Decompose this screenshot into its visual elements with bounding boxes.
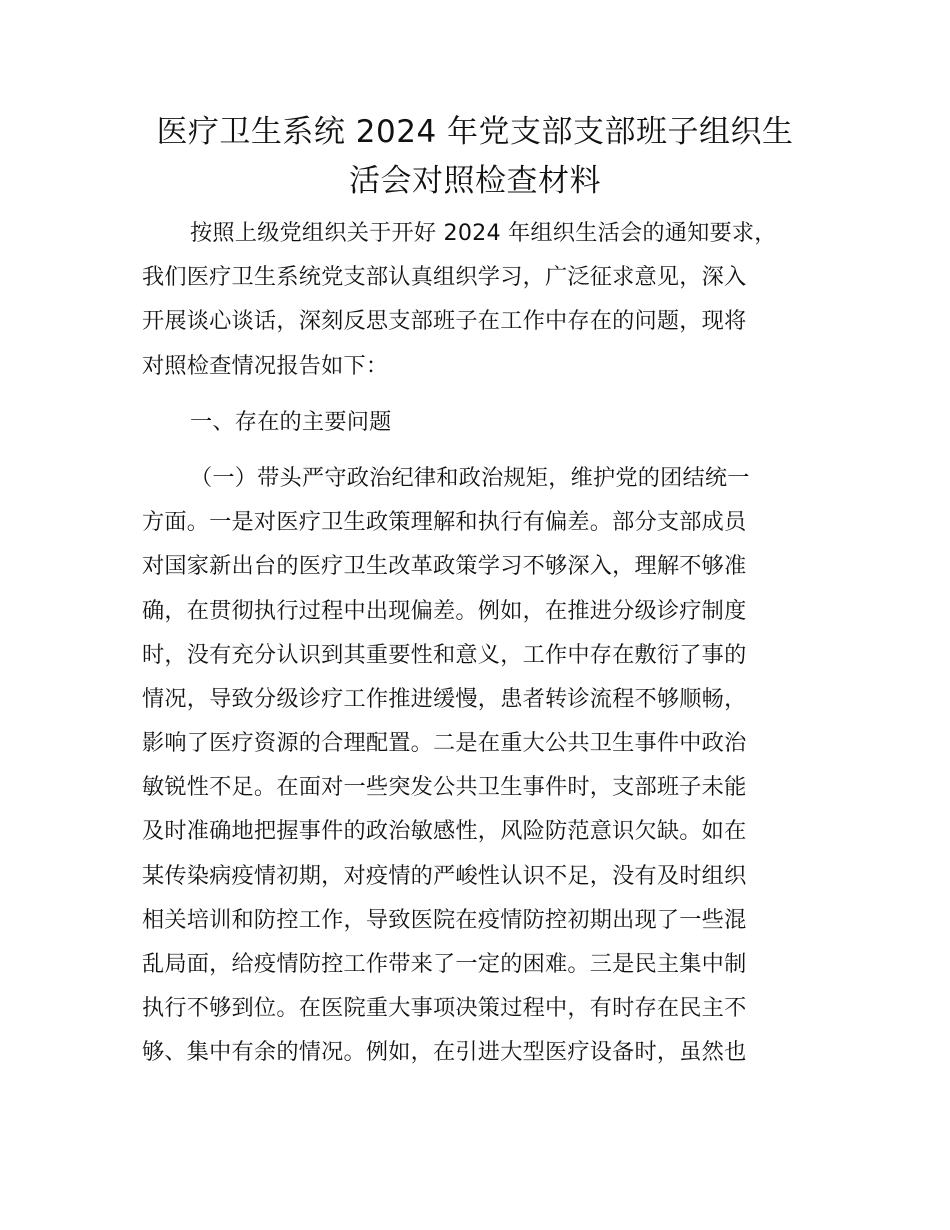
paragraph-3-line-5: 时，没有充分认识到其重要性和意义，工作中存在敷衍了事的	[142, 641, 747, 668]
paragraph-1-line-3: 开展谈心谈话，深刻反思支部班子在工作中存在的问题，现将	[142, 308, 747, 335]
paragraph-3-line-9: 及时准确地把握事件的政治敏感性，风险防范意识欠缺。如在	[142, 818, 747, 845]
paragraph-3-line-12: 乱局面，给疫情防控工作带来了一定的困难。三是民主集中制	[142, 951, 747, 977]
paragraph-3-line-7: 影响了医疗资源的合理配置。二是在重大公共卫生事件中政治	[142, 730, 747, 757]
paragraph-3-line-1: （一）带头严守政治纪律和政治规矩，维护党的团结统一	[190, 464, 750, 491]
section-heading-1: 一、存在的主要问题	[190, 408, 392, 435]
title-line-1: 医疗卫生系统 2024 年党支部支部班子组织生	[156, 114, 794, 150]
paragraph-1-line-4: 对照检查情况报告如下：	[142, 352, 389, 379]
paragraph-3-line-14: 够、集中有余的情况。例如，在引进大型医疗设备时，虽然也	[142, 1039, 747, 1066]
document-title	[120, 108, 830, 206]
spacer	[142, 388, 832, 400]
title-line-2: 活会对照检查材料	[349, 163, 601, 199]
paragraph-1-line-2: 我们医疗卫生系统党支部认真组织学习，广泛征求意见，深入	[142, 264, 747, 291]
paragraph-3-line-11: 相关培训和防控工作，导致医院在疫情防控初期出现了一些混	[142, 906, 747, 933]
spacer	[142, 444, 832, 456]
document-body	[142, 211, 832, 1075]
paragraph-1-line-1: 按照上级党组织关于开好 2024 年组织生活会的通知要求，	[190, 220, 777, 246]
paragraph-3-line-3: 对国家新出台的医疗卫生改革政策学习不够深入，理解不够准	[142, 553, 747, 580]
paragraph-3-line-10: 某传染病疫情初期，对疫情的严峻性认识不足，没有及时组织	[142, 862, 747, 889]
paragraph-3-line-4: 确，在贯彻执行过程中出现偏差。例如，在推进分级诊疗制度	[142, 597, 747, 624]
paragraph-3-line-8: 敏锐性不足。在面对一些突发公共卫生事件时，支部班子未能	[142, 774, 747, 801]
paragraph-3-line-13: 执行不够到位。在医院重大事项决策过程中，有时存在民主不	[142, 995, 747, 1022]
paragraph-3-line-2: 方面。一是对医疗卫生政策理解和执行有偏差。部分支部成员	[142, 509, 747, 536]
paragraph-3-line-6: 情况，导致分级诊疗工作推进缓慢，患者转诊流程不够顺畅，	[142, 685, 747, 712]
